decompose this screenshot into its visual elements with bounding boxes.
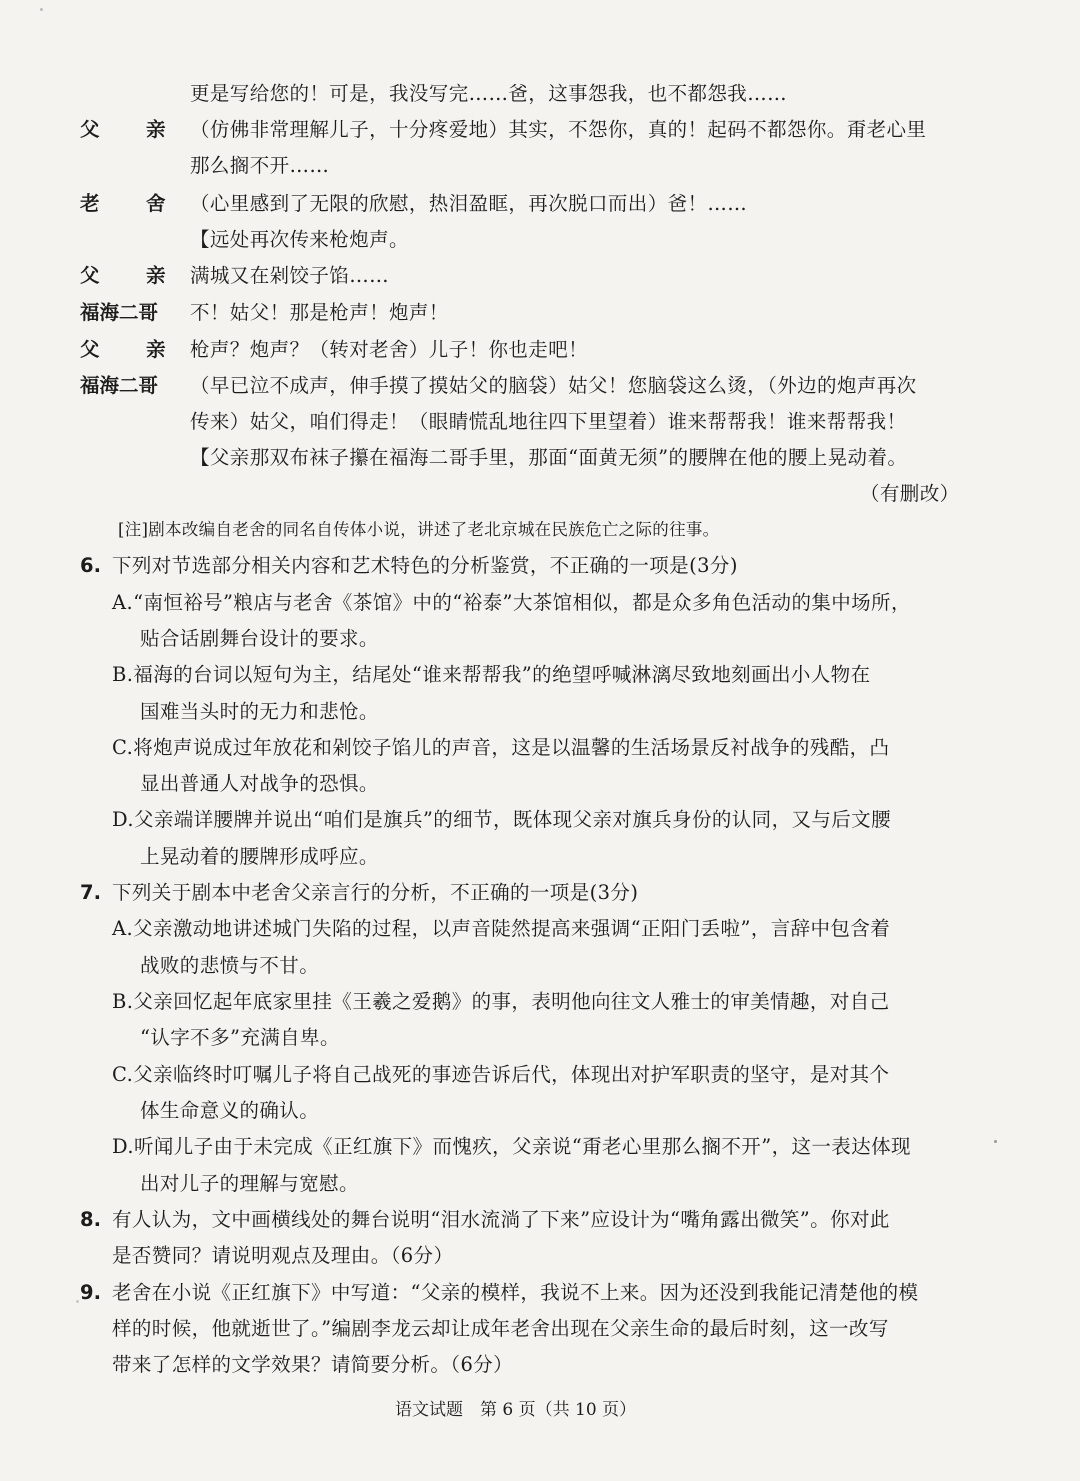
footnote: [注]剧本改编自老舍的同名自传体小说，讲述了老北京城在民族危亡之际的往事。 [118,520,720,539]
speaker-label: 父 [80,118,100,141]
scan-speck [76,1300,79,1303]
question-text: 带来了怎样的文学效果？请简要分析。（6分） [112,1353,514,1376]
option-d-cont: 出对儿子的理解与宽慰。 [140,1172,359,1195]
option-d-cont: 上晃动着的腰牌形成呼应。 [140,845,379,868]
option-d: D.父亲端详腰牌并说出“咱们是旗兵”的细节，既体现父亲对旗兵身份的认同，又与后文腰 [112,808,891,831]
dialogue-line: 更是写给您的！可是，我没写完……爸，这事怨我，也不都怨我…… [190,82,788,105]
dialogue-line: （心里感到了无限的欣慰，热泪盈眶，再次脱口而出）爸！…… [190,192,748,215]
speaker-label: 福海二哥 [80,301,159,324]
option-c: C.将炮声说成过年放花和剁饺子馅儿的声音，这是以温馨的生活场景反衬战争的残酷，凸 [112,736,890,759]
option-b: B.福海的台词以短句为主，结尾处“谁来帮帮我”的绝望呼喊淋漓尽致地刻画出小人物在 [112,663,871,686]
source-note: （有删改） [860,482,960,505]
speaker-label: 亲 [146,118,166,141]
option-d: D.听闻儿子由于未完成《正红旗下》而愧疚，父亲说“甭老心里那么搁不开”，这一表达体现 [112,1135,911,1158]
scan-speck [40,8,43,11]
stage-direction: 【父亲那双布袜子攥在福海二哥手里，那面“面黄无须”的腰牌在他的腰上晃动着。 [190,446,908,469]
dialogue-line: 枪声？炮声？（转对老舍）儿子！你也走吧！ [190,338,589,361]
option-b-cont: 国难当头时的无力和悲怆。 [140,700,379,723]
option-c-cont: 体生命意义的确认。 [140,1099,320,1122]
option-c: C.父亲临终时叮嘱儿子将自己战死的事迹告诉后代，体现出对护军职责的坚守，是对其个 [112,1063,890,1086]
question-text: 样的时候，他就逝世了。”编剧李龙云却让成年老舍出现在父亲生命的最后时刻，这一改写 [112,1317,889,1340]
question-text: 老舍在小说《正红旗下》中写道：“父亲的模样，我说不上来。因为还没到我能记清楚他的模 [112,1281,919,1304]
option-c-cont: 显出普通人对战争的恐惧。 [140,772,379,795]
dialogue-line: 满城又在剁饺子馅…… [190,264,390,287]
question-text: 有人认为，文中画横线处的舞台说明“泪水流淌了下来”应设计为“嘴角露出微笑”。你对此 [112,1208,890,1231]
question-number: 6. [80,554,101,577]
speaker-label: 亲 [146,338,166,361]
option-a: A.“南恒裕号”粮店与老舍《茶馆》中的“裕泰”大茶馆相似，都是众多角色活动的集中场所， [112,591,911,614]
speaker-label: 老 [80,192,100,215]
speaker-label: 福海二哥 [80,374,159,397]
speaker-label: 亲 [146,264,166,287]
question-stem: 下列对节选部分相关内容和艺术特色的分析鉴赏，不正确的一项是(3分) [112,554,738,577]
option-b: B.父亲回忆起年底家里挂《王羲之爱鹅》的事，表明他向往文人雅士的审美情趣，对自己 [112,990,890,1013]
dialogue-line: （早已泣不成声，伸手摸了摸姑父的脑袋）姑父！您脑袋这么烫，（外边的炮声再次 [190,374,917,397]
question-number: 7. [80,881,101,904]
question-text: 是否赞同？请说明观点及理由。（6分） [112,1244,454,1267]
dialogue-line: 那么搁不开…… [190,154,330,177]
speaker-label: 父 [80,264,100,287]
speaker-label: 父 [80,338,100,361]
dialogue-line: （仿佛非常理解儿子，十分疼爱地）其实，不怨你，真的！起码不都怨你。甭老心里 [190,118,927,141]
option-a-cont: 贴合话剧舞台设计的要求。 [140,627,379,650]
speaker-label: 舍 [146,192,166,215]
dialogue-line: 传来）姑父，咱们得走！（眼睛慌乱地往四下里望着）谁来帮帮我！谁来帮帮我！ [190,410,907,433]
stage-direction: 【远处再次传来枪炮声。 [190,228,409,251]
question-stem: 下列关于剧本中老舍父亲言行的分析，不正确的一项是(3分) [112,881,639,904]
option-b-cont: “认字不多”充满自卑。 [140,1026,340,1049]
scan-speck [994,1140,997,1143]
question-number: 8. [80,1208,101,1231]
page-footer: 语文试题 第 6 页（共 10 页） [395,1400,637,1420]
dialogue-line: 不！姑父！那是枪声！炮声！ [190,301,449,324]
question-number: 9. [80,1281,101,1304]
option-a-cont: 战败的悲愤与不甘。 [140,954,320,977]
option-a: A.父亲激动地讲述城门失陷的过程，以声音陡然提高来强调“正阳门丢啦”，言辞中包含着 [112,917,891,940]
